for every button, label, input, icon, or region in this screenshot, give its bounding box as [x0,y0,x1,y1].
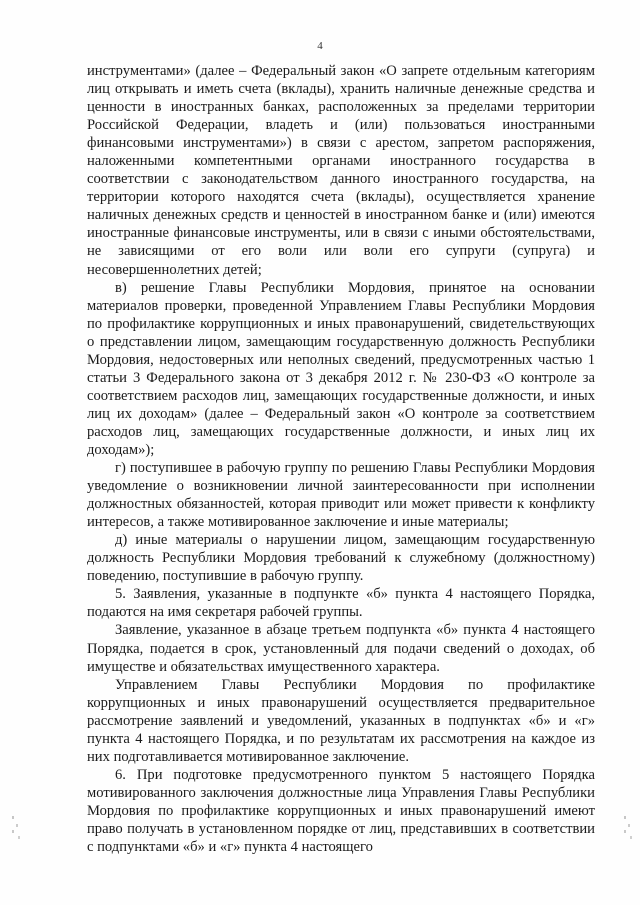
document-body [87,62,595,856]
paragraph-statement-deadline: Заявление, указанное в абзаце третьем подпункта «б» пункта 4 настоящего Порядка, подается в срок, установленный для подачи сведений о доходах, об имуществе и обязательствах имущественного характера. [87,622,595,675]
page-number: 4 [317,40,323,52]
paragraph-preliminary-review: Управлением Главы Республики Мордовия по профилактике коррупционных и иных правонарушений осуществляется предварительное рассмотрение заявлений и уведомлений, указанных в подпунктах «б» и «г» пункта 4 настоящего Порядка, и по результатам их рассмотрения на каждое из них подготавливается мотивированное заключение. [87,676,595,765]
paragraph-item-5: 5. Заявления, указанные в подпункте «б» пункта 4 настоящего Порядка, подаются на имя секретаря рабочей группы. [87,586,595,621]
paragraph-subitem-v: в) решение Главы Республики Мордовия, принятое на основании материалов проверки, проведенной Управлением Главы Республики Мордовия по профилактике коррупционных и иных правонарушений, свидетельствующих о представлении лицом, замещающим государственную должность Республики Мордовия, недостоверных или неполных сведений, предусмотренных частью 1 статьи 3 Федерального закона от 3 декабря 2012 г. № 230-ФЗ «О контроле за соответствием расходов лиц, замещающих государственные должности, и иных лиц их доходам» (далее – Федеральный закон «О контроле за соответствием расходов лиц, замещающих государственные должности, и иных лиц их доходам»); [87,279,595,458]
scan-artifact-right [616,812,636,842]
paragraph-subitem-g: г) поступившее в рабочую группу по решению Главы Республики Мордовия уведомление о возникновении личной заинтересованности при исполнении должностных обязанностей, которая приводит или может привести к конфликту интересов, а также мотивированное заключение и иные материалы; [87,460,595,531]
scan-artifact-left [4,812,34,842]
paragraph-item-6: 6. При подготовке предусмотренного пунктом 5 настоящего Порядка мотивированного заключения должностные лица Управления Главы Республики Мордовия по профилактике коррупционных и иных правонарушений имеют право получать в установленном порядке от лиц, представивших в соответствии с подпунктами «б» и «г» пункта 4 настоящего [87,766,595,856]
paragraph-continuation: инструментами» (далее – Федеральный закон «О запрете отдельным категориям лиц открывать и иметь счета (вклады), хранить наличные денежные средства и ценности в иностранных банках, расположенных за пределами территории Российской Федерации, владеть и (или) пользоваться иностранными финансовыми инструментами») в связи с арестом, запретом распоряжения, наложенными компетентными органами иностранного государства в соответствии с законодательством данного иностранного государства, на территории которого находятся счета (вклады), осуществляется хранение наличных денежных средств и ценностей в иностранном банке и (или) имеются иностранные финансовые инструменты, или в связи с иными обстоятельствами, не зависящими от его воли или воли его супруги (супруга) и несовершеннолетних детей; [87,63,595,278]
paragraph-subitem-d: д) иные материалы о нарушении лицом, замещающим государственную должность Республики Мордовия требований к служебному (должностному) поведению, поступившие в рабочую группу. [87,532,595,585]
